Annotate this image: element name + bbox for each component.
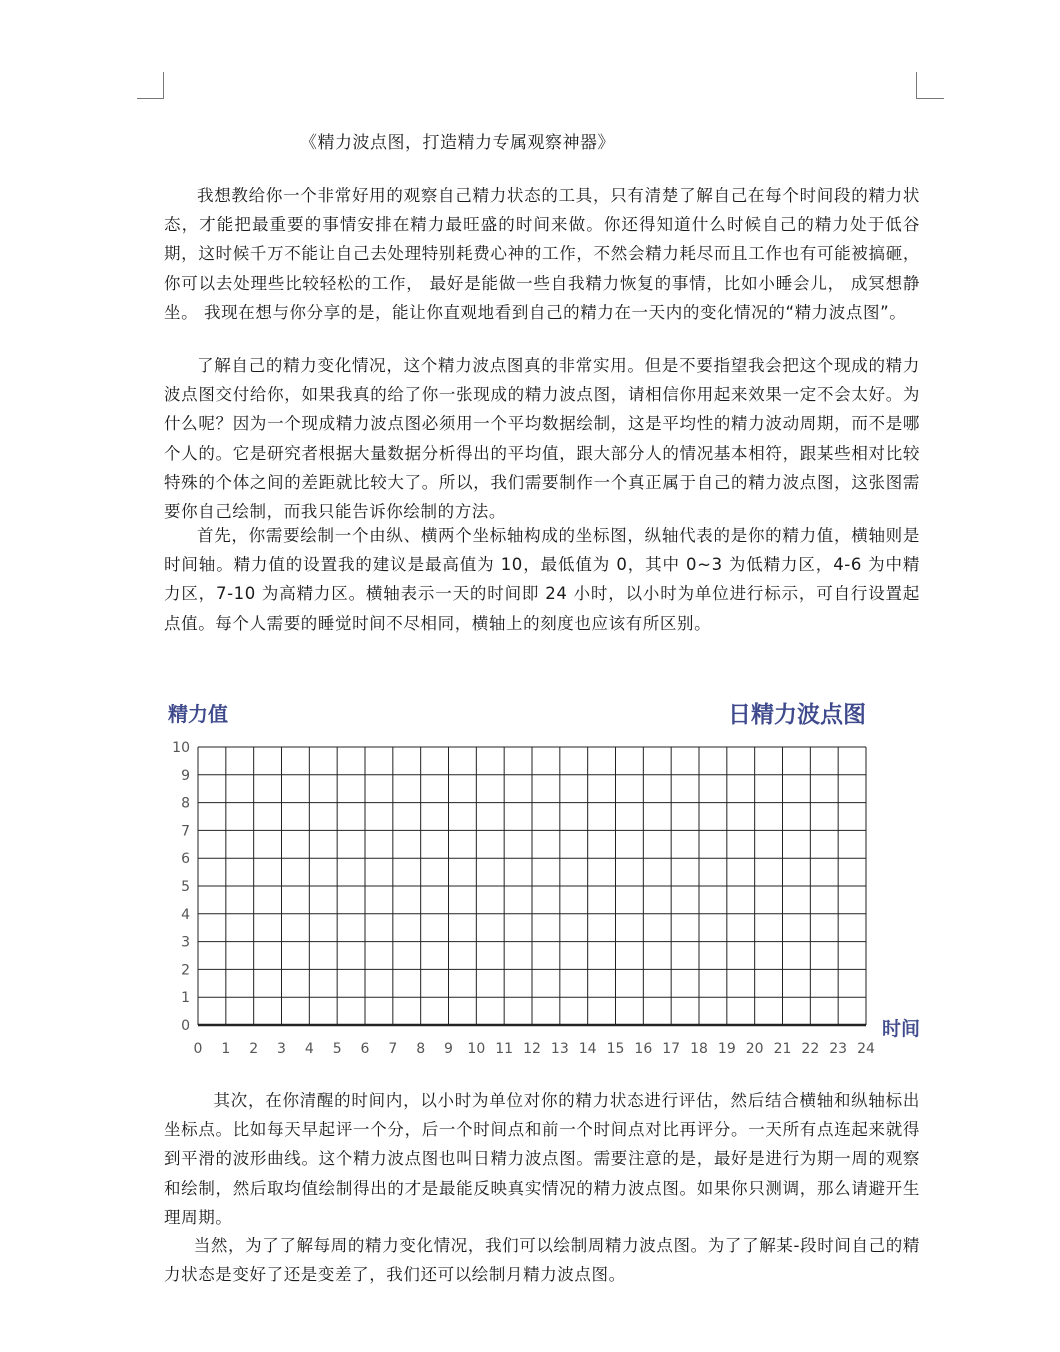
crop-mark-top-left — [137, 72, 164, 99]
x-tick-label: 14 — [578, 1041, 597, 1057]
x-tick-label: 13 — [550, 1041, 569, 1057]
x-tick-label: 5 — [332, 1041, 342, 1057]
x-tick-label: 20 — [745, 1041, 764, 1057]
x-tick-label: 8 — [416, 1041, 426, 1057]
x-tick-label: 18 — [690, 1041, 708, 1057]
x-tick-label: 0 — [193, 1041, 203, 1057]
paragraph-4: 其次，在你清醒的时间内，以小时为单位对你的精力状态进行评估，然后结合横轴和纵轴标出坐标点。比如每天早起评一个分，后一个时间点和前一个时间点对比再评分。一天所有点连起来就得到平滑的波形曲线。这个精力波点图也叫日精力波点图。需要注意的是，最好是进行为期一周的观察和绘制，然后取均值绘制得出的才是最能反映真实情况的精力波点图。如果你只测调，那么请避开生理周期。 — [164, 1091, 920, 1227]
y-tick-label: 1 — [181, 990, 190, 1007]
y-tick-label: 8 — [181, 795, 190, 812]
paragraph-5: 当然，为了了解每周的精力变化情况，我们可以绘制周精力波点图。为了了解某-段时间自己的精力状态是变好了还是变差了，我们还可以绘制月精力波点图。 — [164, 1236, 920, 1285]
y-tick-label: 6 — [181, 851, 190, 868]
x-tick-label: 16 — [634, 1041, 653, 1057]
chart-x-axis-label: 时间 — [882, 1018, 921, 1040]
x-tick-label: 4 — [304, 1041, 314, 1057]
paragraph-2: 了解自己的精力变化情况，这个精力波点图真的非常实用。但是不要指望我会把这个现成的精力波点图交付给你，如果我真的给了你一张现成的精力波点图，请相信你用起来效果一定不会太好。为什么呢？因为一个现成精力波点图必须用一个平均数据绘制，这是平均性的精力波动周期，而不是哪个人的。它是研究者根据大量数据分析得出的平均值，跟大部分人的情况基本相符，跟某些相对比较特殊的个体之间的差距就比较大了。所以，我们需要制作一个真正属于自己的精力波点图，这张图需要你自己绘制，而我只能告诉你绘制的方法。 — [164, 356, 920, 522]
chart-title: 日精力波点图 — [728, 702, 866, 728]
x-tick-label: 19 — [717, 1041, 736, 1057]
chart-plot-area — [160, 690, 940, 1070]
x-tick-label: 6 — [360, 1041, 370, 1057]
document-title: 《精力波点图，打造精力专属观察神器》 — [300, 133, 615, 153]
x-tick-label: 12 — [523, 1041, 541, 1057]
y-tick-label: 10 — [172, 740, 190, 756]
x-tick-label: 7 — [388, 1041, 398, 1057]
paragraph-3: 首先，你需要绘制一个由纵、横两个坐标轴构成的坐标图，纵轴代表的是你的精力值，横轴则是时间轴。精力值的设置我的建议是最高值为 10，最低值为 0，其中 0~3 为低精力区，4-6 为中精力区，7-10 为高精力区。横轴表示一天的时间即 24 小时，以小时为单位进行标示，可自行设置起点值。每个人需要的睡觉时间不尽相同，横轴上的刻度也应该有所区别。 — [164, 526, 920, 633]
crop-mark-top-right — [916, 72, 944, 99]
y-tick-label: 3 — [181, 934, 190, 951]
x-tick-label: 1 — [221, 1041, 231, 1057]
x-tick-label: 17 — [662, 1041, 681, 1057]
energy-chart — [160, 690, 940, 1070]
y-tick-label: 7 — [181, 823, 190, 840]
x-tick-label: 2 — [249, 1041, 259, 1057]
y-tick-label: 9 — [181, 767, 190, 784]
x-tick-label: 24 — [857, 1041, 875, 1057]
paragraph-1: 我想教给你一个非常好用的观察自己精力状态的工具，只有清楚了解自己在每个时间段的精力状态，才能把最重要的事情安排在精力最旺盛的时间来做。你还得知道什么时候自己的精力处于低谷期，这时候千万不能让自己去处理特别耗费心神的工作，不然会精力耗尽而且工作也有可能被搞砸，你可以去处理些比较轻松的工作， 最好是能做一些自我精力恢复的事情，比如小睡会儿， 成冥想静坐。 我现在想与你分享的是，能让你直观地看到自己的精力在一天内的变化情况的“精力波点图”。 — [164, 186, 920, 322]
chart-y-axis-label: 精力值 — [168, 702, 228, 726]
x-tick-label: 9 — [444, 1041, 453, 1057]
x-tick-label: 3 — [277, 1041, 286, 1057]
x-tick-label: 11 — [495, 1041, 514, 1057]
y-tick-label: 2 — [181, 962, 190, 979]
x-tick-label: 22 — [801, 1041, 820, 1057]
x-tick-label: 10 — [467, 1041, 486, 1057]
y-tick-label: 5 — [181, 879, 190, 895]
y-tick-label: 0 — [181, 1018, 190, 1034]
x-tick-label: 21 — [773, 1041, 792, 1057]
y-tick-label: 4 — [181, 906, 190, 923]
x-tick-label: 15 — [606, 1041, 625, 1057]
x-tick-label: 23 — [829, 1041, 848, 1057]
